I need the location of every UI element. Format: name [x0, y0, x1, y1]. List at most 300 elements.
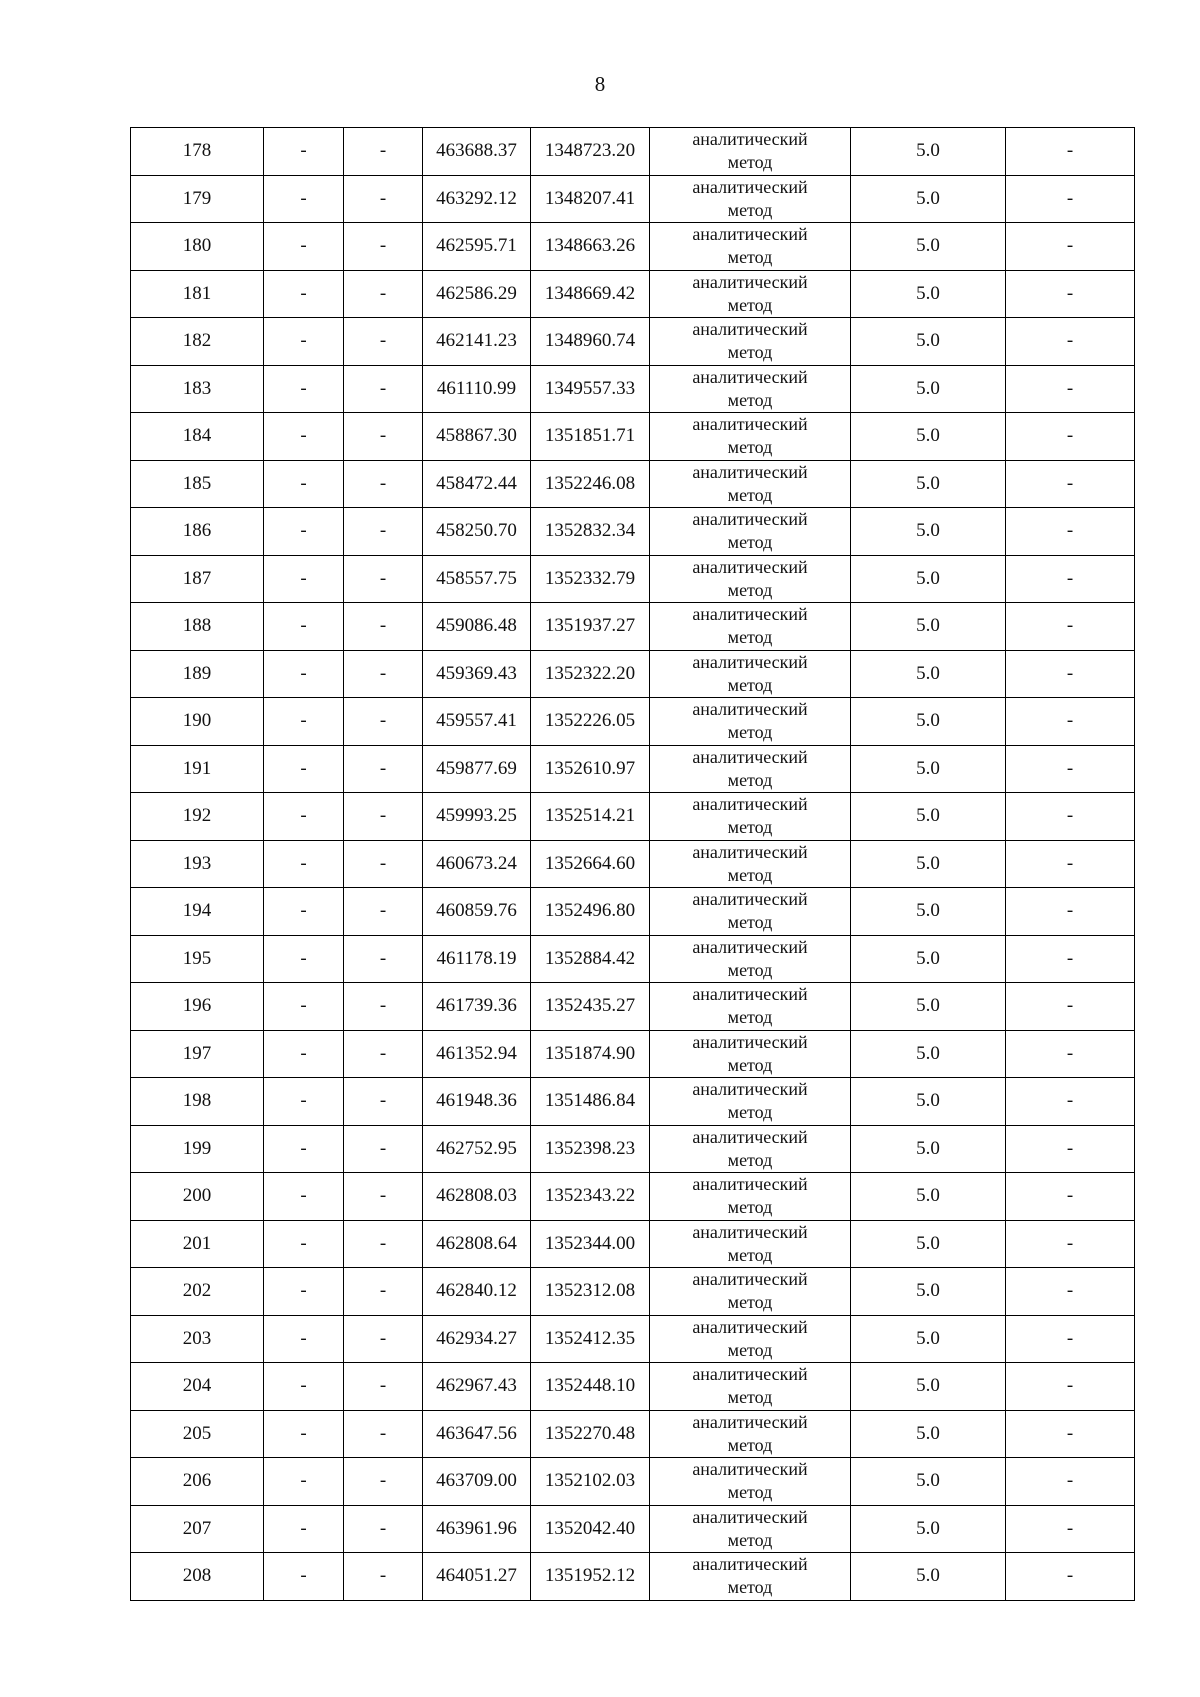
table-row [131, 508, 1135, 556]
note-cell: - [1006, 460, 1135, 508]
method-line-2: метод [727, 959, 773, 980]
method-line-2: метод [727, 389, 773, 410]
accuracy-cell: 5.0 [851, 1030, 1006, 1078]
point-number-cell: 195 [131, 935, 264, 983]
empty-value-cell: - [344, 128, 423, 176]
note-cell: - [1006, 698, 1135, 746]
coordinate-y-cell: 1352042.40 [531, 1505, 650, 1553]
table-body [131, 128, 1135, 1601]
method-line-1: аналитический [692, 841, 808, 862]
method-line-2: метод [727, 817, 773, 838]
method-line-2: метод [727, 769, 773, 790]
table-row [131, 413, 1135, 461]
note-cell: - [1006, 1315, 1135, 1363]
coordinate-x-cell: 462586.29 [423, 270, 531, 318]
method-line-1: аналитический [692, 366, 808, 387]
accuracy-cell: 5.0 [851, 888, 1006, 936]
empty-value-cell: - [344, 508, 423, 556]
method-cell [650, 555, 851, 603]
empty-value-cell: - [344, 460, 423, 508]
table-row [131, 745, 1135, 793]
method-cell [650, 888, 851, 936]
accuracy-cell: 5.0 [851, 555, 1006, 603]
accuracy-cell: 5.0 [851, 603, 1006, 651]
accuracy-cell: 5.0 [851, 318, 1006, 366]
accuracy-cell: 5.0 [851, 840, 1006, 888]
empty-value-cell: - [264, 1268, 344, 1316]
accuracy-cell: 5.0 [851, 413, 1006, 461]
accuracy-cell: 5.0 [851, 365, 1006, 413]
coordinates-table [130, 127, 1135, 1601]
point-number-cell: 197 [131, 1030, 264, 1078]
point-number-cell: 205 [131, 1410, 264, 1458]
table-row [131, 1315, 1135, 1363]
table-row [131, 1125, 1135, 1173]
note-cell: - [1006, 365, 1135, 413]
table-row [131, 223, 1135, 271]
empty-value-cell: - [264, 318, 344, 366]
accuracy-cell: 5.0 [851, 223, 1006, 271]
coordinate-y-cell: 1352343.22 [531, 1173, 650, 1221]
note-cell: - [1006, 650, 1135, 698]
method-cell [650, 1078, 851, 1126]
note-cell: - [1006, 128, 1135, 176]
method-cell [650, 698, 851, 746]
method-cell [650, 175, 851, 223]
coordinate-y-cell: 1351937.27 [531, 603, 650, 651]
method-cell [650, 223, 851, 271]
method-line-1: аналитический [692, 1079, 808, 1100]
coordinate-y-cell: 1352610.97 [531, 745, 650, 793]
point-number-cell: 188 [131, 603, 264, 651]
coordinate-y-cell: 1348207.41 [531, 175, 650, 223]
point-number-cell: 208 [131, 1553, 264, 1601]
method-line-2: метод [727, 1054, 773, 1075]
empty-value-cell: - [264, 128, 344, 176]
method-cell [650, 1125, 851, 1173]
table-row [131, 935, 1135, 983]
method-cell [650, 1363, 851, 1411]
method-line-2: метод [727, 627, 773, 648]
point-number-cell: 180 [131, 223, 264, 271]
note-cell: - [1006, 1505, 1135, 1553]
empty-value-cell: - [264, 983, 344, 1031]
table-row [131, 555, 1135, 603]
point-number-cell: 200 [131, 1173, 264, 1221]
table-row [131, 460, 1135, 508]
note-cell: - [1006, 1030, 1135, 1078]
point-number-cell: 179 [131, 175, 264, 223]
method-line-1: аналитический [692, 461, 808, 482]
accuracy-cell: 5.0 [851, 175, 1006, 223]
method-line-1: аналитический [692, 794, 808, 815]
empty-value-cell: - [264, 175, 344, 223]
coordinate-y-cell: 1348669.42 [531, 270, 650, 318]
note-cell: - [1006, 175, 1135, 223]
note-cell: - [1006, 1458, 1135, 1506]
accuracy-cell: 5.0 [851, 1078, 1006, 1126]
accuracy-cell: 5.0 [851, 745, 1006, 793]
empty-value-cell: - [344, 840, 423, 888]
coordinate-x-cell: 463688.37 [423, 128, 531, 176]
note-cell: - [1006, 1125, 1135, 1173]
coordinate-x-cell: 461110.99 [423, 365, 531, 413]
coordinate-y-cell: 1351952.12 [531, 1553, 650, 1601]
method-line-1: аналитический [692, 129, 808, 150]
table-row [131, 1410, 1135, 1458]
method-line-2: метод [727, 1387, 773, 1408]
coordinate-x-cell: 462808.03 [423, 1173, 531, 1221]
coordinate-x-cell: 462967.43 [423, 1363, 531, 1411]
coordinate-x-cell: 462808.64 [423, 1220, 531, 1268]
coordinate-x-cell: 462840.12 [423, 1268, 531, 1316]
empty-value-cell: - [264, 793, 344, 841]
method-line-2: метод [727, 864, 773, 885]
table-row [131, 270, 1135, 318]
coordinate-x-cell: 462595.71 [423, 223, 531, 271]
method-line-1: аналитический [692, 1126, 808, 1147]
accuracy-cell: 5.0 [851, 1458, 1006, 1506]
empty-value-cell: - [344, 413, 423, 461]
empty-value-cell: - [344, 1363, 423, 1411]
empty-value-cell: - [344, 175, 423, 223]
note-cell: - [1006, 1410, 1135, 1458]
point-number-cell: 191 [131, 745, 264, 793]
table-row [131, 365, 1135, 413]
note-cell: - [1006, 318, 1135, 366]
empty-value-cell: - [264, 1315, 344, 1363]
method-cell [650, 1220, 851, 1268]
coordinate-y-cell: 1349557.33 [531, 365, 650, 413]
coordinate-x-cell: 459557.41 [423, 698, 531, 746]
point-number-cell: 183 [131, 365, 264, 413]
accuracy-cell: 5.0 [851, 1315, 1006, 1363]
note-cell: - [1006, 270, 1135, 318]
method-cell [650, 318, 851, 366]
note-cell: - [1006, 935, 1135, 983]
method-cell [650, 1315, 851, 1363]
empty-value-cell: - [344, 1410, 423, 1458]
method-cell [650, 793, 851, 841]
accuracy-cell: 5.0 [851, 1173, 1006, 1221]
empty-value-cell: - [264, 650, 344, 698]
empty-value-cell: - [264, 460, 344, 508]
empty-value-cell: - [344, 1268, 423, 1316]
accuracy-cell: 5.0 [851, 508, 1006, 556]
point-number-cell: 196 [131, 983, 264, 1031]
coordinate-y-cell: 1352496.80 [531, 888, 650, 936]
empty-value-cell: - [344, 1078, 423, 1126]
note-cell: - [1006, 1078, 1135, 1126]
point-number-cell: 203 [131, 1315, 264, 1363]
method-line-1: аналитический [692, 1174, 808, 1195]
method-cell [650, 508, 851, 556]
method-line-1: аналитический [692, 1364, 808, 1385]
point-number-cell: 201 [131, 1220, 264, 1268]
coordinate-y-cell: 1348960.74 [531, 318, 650, 366]
method-line-2: метод [727, 1149, 773, 1170]
table-row [131, 983, 1135, 1031]
accuracy-cell: 5.0 [851, 1363, 1006, 1411]
point-number-cell: 186 [131, 508, 264, 556]
method-line-2: метод [727, 532, 773, 553]
coordinate-x-cell: 464051.27 [423, 1553, 531, 1601]
method-line-1: аналитический [692, 1316, 808, 1337]
accuracy-cell: 5.0 [851, 1220, 1006, 1268]
page-number: 8 [594, 72, 606, 96]
table-row [131, 888, 1135, 936]
coordinate-x-cell: 463292.12 [423, 175, 531, 223]
coordinate-y-cell: 1348663.26 [531, 223, 650, 271]
empty-value-cell: - [344, 698, 423, 746]
table-row [131, 1030, 1135, 1078]
empty-value-cell: - [344, 793, 423, 841]
coordinate-x-cell: 461352.94 [423, 1030, 531, 1078]
method-line-2: метод [727, 1577, 773, 1598]
point-number-cell: 178 [131, 128, 264, 176]
coordinate-x-cell: 459993.25 [423, 793, 531, 841]
note-cell: - [1006, 603, 1135, 651]
method-line-1: аналитический [692, 319, 808, 340]
coordinate-y-cell: 1352332.79 [531, 555, 650, 603]
method-line-1: аналитический [692, 746, 808, 767]
note-cell: - [1006, 555, 1135, 603]
coordinate-y-cell: 1348723.20 [531, 128, 650, 176]
coordinate-x-cell: 463647.56 [423, 1410, 531, 1458]
method-line-2: метод [727, 1529, 773, 1550]
empty-value-cell: - [264, 1173, 344, 1221]
method-cell [650, 460, 851, 508]
method-line-1: аналитический [692, 224, 808, 245]
empty-value-cell: - [344, 1458, 423, 1506]
point-number-cell: 204 [131, 1363, 264, 1411]
point-number-cell: 199 [131, 1125, 264, 1173]
note-cell: - [1006, 983, 1135, 1031]
method-line-2: метод [727, 674, 773, 695]
accuracy-cell: 5.0 [851, 1125, 1006, 1173]
empty-value-cell: - [344, 745, 423, 793]
method-line-2: метод [727, 199, 773, 220]
method-line-1: аналитический [692, 1411, 808, 1432]
point-number-cell: 189 [131, 650, 264, 698]
method-line-2: метод [727, 437, 773, 458]
coordinate-x-cell: 463961.96 [423, 1505, 531, 1553]
method-line-1: аналитический [692, 176, 808, 197]
method-cell [650, 1505, 851, 1553]
coordinate-y-cell: 1352246.08 [531, 460, 650, 508]
note-cell: - [1006, 745, 1135, 793]
coordinate-x-cell: 460673.24 [423, 840, 531, 888]
coordinate-y-cell: 1352344.00 [531, 1220, 650, 1268]
point-number-cell: 181 [131, 270, 264, 318]
method-cell [650, 840, 851, 888]
table-row [131, 603, 1135, 651]
empty-value-cell: - [344, 1220, 423, 1268]
table-row [131, 1458, 1135, 1506]
empty-value-cell: - [344, 318, 423, 366]
empty-value-cell: - [344, 888, 423, 936]
coordinate-x-cell: 459877.69 [423, 745, 531, 793]
empty-value-cell: - [264, 1553, 344, 1601]
accuracy-cell: 5.0 [851, 935, 1006, 983]
method-line-2: метод [727, 1102, 773, 1123]
method-line-1: аналитический [692, 984, 808, 1005]
table-row [131, 1363, 1135, 1411]
table-row [131, 175, 1135, 223]
point-number-cell: 182 [131, 318, 264, 366]
method-cell [650, 365, 851, 413]
point-number-cell: 206 [131, 1458, 264, 1506]
table-row [131, 698, 1135, 746]
empty-value-cell: - [344, 983, 423, 1031]
coordinate-x-cell: 461178.19 [423, 935, 531, 983]
point-number-cell: 185 [131, 460, 264, 508]
empty-value-cell: - [344, 935, 423, 983]
method-line-2: метод [727, 294, 773, 315]
method-line-1: аналитический [692, 1031, 808, 1052]
note-cell: - [1006, 1268, 1135, 1316]
empty-value-cell: - [344, 1553, 423, 1601]
note-cell: - [1006, 793, 1135, 841]
empty-value-cell: - [264, 270, 344, 318]
coordinate-x-cell: 459369.43 [423, 650, 531, 698]
empty-value-cell: - [264, 223, 344, 271]
method-cell [650, 603, 851, 651]
method-line-2: метод [727, 152, 773, 173]
point-number-cell: 198 [131, 1078, 264, 1126]
accuracy-cell: 5.0 [851, 1505, 1006, 1553]
note-cell: - [1006, 413, 1135, 461]
coordinate-y-cell: 1351486.84 [531, 1078, 650, 1126]
coordinate-x-cell: 459086.48 [423, 603, 531, 651]
method-line-2: метод [727, 912, 773, 933]
point-number-cell: 194 [131, 888, 264, 936]
empty-value-cell: - [264, 555, 344, 603]
method-cell [650, 1030, 851, 1078]
empty-value-cell: - [264, 935, 344, 983]
coordinate-y-cell: 1352514.21 [531, 793, 650, 841]
empty-value-cell: - [344, 650, 423, 698]
method-line-2: метод [727, 722, 773, 743]
coordinate-x-cell: 461948.36 [423, 1078, 531, 1126]
method-line-1: аналитический [692, 1221, 808, 1242]
empty-value-cell: - [264, 698, 344, 746]
point-number-cell: 187 [131, 555, 264, 603]
accuracy-cell: 5.0 [851, 1553, 1006, 1601]
empty-value-cell: - [264, 1410, 344, 1458]
method-line-1: аналитический [692, 651, 808, 672]
empty-value-cell: - [264, 413, 344, 461]
method-line-1: аналитический [692, 509, 808, 530]
coordinate-x-cell: 462934.27 [423, 1315, 531, 1363]
note-cell: - [1006, 508, 1135, 556]
empty-value-cell: - [264, 1458, 344, 1506]
method-cell [650, 1553, 851, 1601]
method-line-2: метод [727, 1244, 773, 1265]
method-cell [650, 1268, 851, 1316]
method-line-2: метод [727, 1197, 773, 1218]
table-row [131, 1505, 1135, 1553]
table-row [131, 1220, 1135, 1268]
method-cell [650, 650, 851, 698]
empty-value-cell: - [344, 1125, 423, 1173]
method-line-1: аналитический [692, 604, 808, 625]
accuracy-cell: 5.0 [851, 698, 1006, 746]
table-row [131, 650, 1135, 698]
empty-value-cell: - [264, 1030, 344, 1078]
method-line-1: аналитический [692, 556, 808, 577]
method-line-2: метод [727, 579, 773, 600]
empty-value-cell: - [344, 1030, 423, 1078]
method-line-2: метод [727, 1292, 773, 1313]
accuracy-cell: 5.0 [851, 793, 1006, 841]
empty-value-cell: - [264, 840, 344, 888]
point-number-cell: 190 [131, 698, 264, 746]
table-row [131, 1268, 1135, 1316]
empty-value-cell: - [264, 1505, 344, 1553]
point-number-cell: 193 [131, 840, 264, 888]
coordinate-y-cell: 1352322.20 [531, 650, 650, 698]
empty-value-cell: - [344, 555, 423, 603]
note-cell: - [1006, 1363, 1135, 1411]
coordinate-y-cell: 1352102.03 [531, 1458, 650, 1506]
coordinate-x-cell: 462141.23 [423, 318, 531, 366]
empty-value-cell: - [344, 1505, 423, 1553]
accuracy-cell: 5.0 [851, 460, 1006, 508]
method-line-1: аналитический [692, 271, 808, 292]
empty-value-cell: - [264, 603, 344, 651]
table-row [131, 840, 1135, 888]
coordinate-y-cell: 1352226.05 [531, 698, 650, 746]
coordinate-y-cell: 1352435.27 [531, 983, 650, 1031]
empty-value-cell: - [264, 888, 344, 936]
point-number-cell: 184 [131, 413, 264, 461]
point-number-cell: 207 [131, 1505, 264, 1553]
method-cell [650, 1410, 851, 1458]
method-line-1: аналитический [692, 414, 808, 435]
point-number-cell: 192 [131, 793, 264, 841]
note-cell: - [1006, 1173, 1135, 1221]
coordinate-x-cell: 458867.30 [423, 413, 531, 461]
accuracy-cell: 5.0 [851, 650, 1006, 698]
coordinate-x-cell: 463709.00 [423, 1458, 531, 1506]
method-cell [650, 983, 851, 1031]
note-cell: - [1006, 223, 1135, 271]
accuracy-cell: 5.0 [851, 1410, 1006, 1458]
coordinate-x-cell: 458557.75 [423, 555, 531, 603]
method-cell [650, 270, 851, 318]
point-number-cell: 202 [131, 1268, 264, 1316]
method-cell [650, 128, 851, 176]
coordinate-y-cell: 1352312.08 [531, 1268, 650, 1316]
empty-value-cell: - [264, 1125, 344, 1173]
note-cell: - [1006, 840, 1135, 888]
note-cell: - [1006, 1553, 1135, 1601]
empty-value-cell: - [264, 508, 344, 556]
note-cell: - [1006, 888, 1135, 936]
empty-value-cell: - [344, 365, 423, 413]
coordinate-y-cell: 1352448.10 [531, 1363, 650, 1411]
empty-value-cell: - [264, 1220, 344, 1268]
coordinate-x-cell: 461739.36 [423, 983, 531, 1031]
coordinate-y-cell: 1351851.71 [531, 413, 650, 461]
empty-value-cell: - [264, 365, 344, 413]
method-line-2: метод [727, 484, 773, 505]
accuracy-cell: 5.0 [851, 270, 1006, 318]
table-row [131, 1553, 1135, 1601]
method-line-1: аналитический [692, 936, 808, 957]
method-line-1: аналитический [692, 1269, 808, 1290]
